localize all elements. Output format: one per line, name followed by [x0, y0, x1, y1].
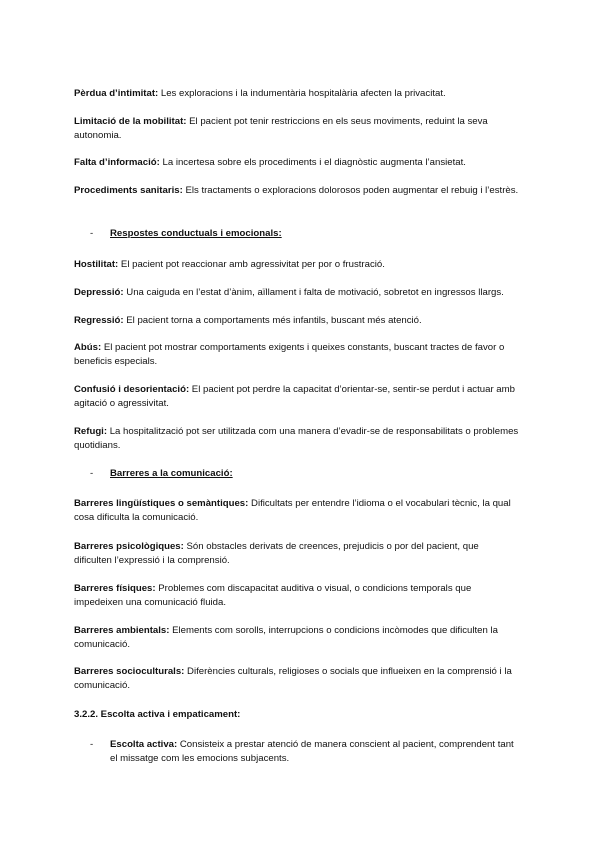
definition: Problemes com discapacitat auditiva o visual, o condicions temporals que impedeixen una comunicació fluida.: [74, 583, 472, 608]
term: Barreres ambientals:: [74, 625, 170, 636]
definition: La incertesa sobre els procediments i el diagnòstic augmenta l’ansietat.: [159, 157, 466, 168]
paragraph-barreres-linguistiques: [74, 497, 519, 525]
definition: Les exploracions i la indumentària hospitalària afecten la privacitat.: [158, 88, 446, 99]
list-item-escolta-activa: [90, 738, 520, 766]
paragraph-abus: [74, 341, 519, 369]
term: Confusió i desorientació:: [74, 384, 190, 395]
definition: Diferències culturals, religioses o socials que influeixen en la comprensió i la comunicació.: [74, 666, 512, 691]
paragraph-barreres-socioculturals: [74, 665, 519, 693]
definition: Els tractaments o exploracions dolorosos poden augmentar el rebuig i l’estrès.: [182, 185, 519, 196]
term: Pèrdua d’intimitat:: [74, 88, 159, 99]
definition: El pacient torna a comportaments més infantils, buscant més atenció.: [123, 315, 422, 326]
definition: Una caiguda en l’estat d’ànim, aïllament i falta de motivació, sobretot en ingressos llargs.: [123, 287, 504, 298]
term: Barreres lingüístiques o semàntiques:: [74, 498, 249, 509]
term: Regressió:: [74, 315, 124, 326]
heading-text: Respostes conductuals i emocionals:: [110, 228, 282, 239]
term: Barreres psicològiques:: [74, 541, 184, 552]
paragraph-procediments-sanitaris: [74, 184, 519, 198]
term: Abús:: [74, 342, 102, 353]
term: Limitació de la mobilitat:: [74, 116, 187, 127]
item-text: [110, 738, 520, 766]
term: Falta d’informació:: [74, 157, 160, 168]
paragraph-refugi: [74, 425, 519, 453]
paragraph-barreres-psicologiques: [74, 540, 519, 568]
term: Refugi:: [74, 426, 108, 437]
paragraph-falta-informacio: [74, 156, 519, 170]
term: Escolta activa:: [110, 739, 178, 750]
definition: El pacient pot reaccionar amb agressivitat per por o frustració.: [118, 259, 385, 270]
paragraph-hostilitat: [74, 258, 519, 272]
heading-barreres: [90, 467, 233, 481]
definition: Són obstacles derivats de creences, prejudicis o por del pacient, que dificulten l’expressió i la comprensió.: [74, 541, 479, 566]
paragraph-regressio: [74, 314, 519, 328]
heading-text: Barreres a la comunicació:: [110, 468, 233, 479]
definition: Consisteix a prestar atenció de manera conscient al pacient, comprendent tant el missatge com les emocions subjacents.: [110, 739, 514, 764]
paragraph-barreres-ambientals: [74, 624, 519, 652]
paragraph-perdua-intimitat: [74, 87, 519, 101]
dash-marker: -: [90, 468, 94, 479]
section-title: 3.2.2. Escolta activa i empaticament:: [74, 709, 241, 720]
term: Depressió:: [74, 287, 124, 298]
paragraph-confusio: [74, 383, 519, 411]
definition: Dificultats per entendre l’idioma o el vocabulari tècnic, la qual cosa dificulta la comunicació.: [74, 498, 511, 523]
definition: El pacient pot tenir restriccions en els seus moviments, reduint la seva autonomia.: [74, 116, 488, 141]
paragraph-barreres-fisiques: [74, 582, 519, 610]
definition: El pacient pot perdre la capacitat d’orientar-se, sentir-se perdut i actuar amb agitació o agressivitat.: [74, 384, 515, 409]
term: Barreres socioculturals:: [74, 666, 185, 677]
term: Barreres físiques:: [74, 583, 156, 594]
paragraph-limitacio-mobilitat: [74, 115, 519, 143]
definition: Elements com sorolls, interrupcions o condicions incòmodes que dificulten la comunicació.: [74, 625, 498, 650]
definition: El pacient pot mostrar comportaments exigents i queixes constants, buscant tractes de favor o beneficis especials.: [74, 342, 505, 367]
dash-marker: -: [90, 739, 94, 750]
term: Procediments sanitaris:: [74, 185, 183, 196]
paragraph-depressio: [74, 286, 519, 300]
dash-marker: -: [90, 228, 94, 239]
heading-respostes: [90, 227, 282, 241]
definition: La hospitalització pot ser utilitzada com una manera d’evadir-se de responsabilitats o problemes quotidians.: [74, 426, 519, 451]
term: Hostilitat:: [74, 259, 119, 270]
